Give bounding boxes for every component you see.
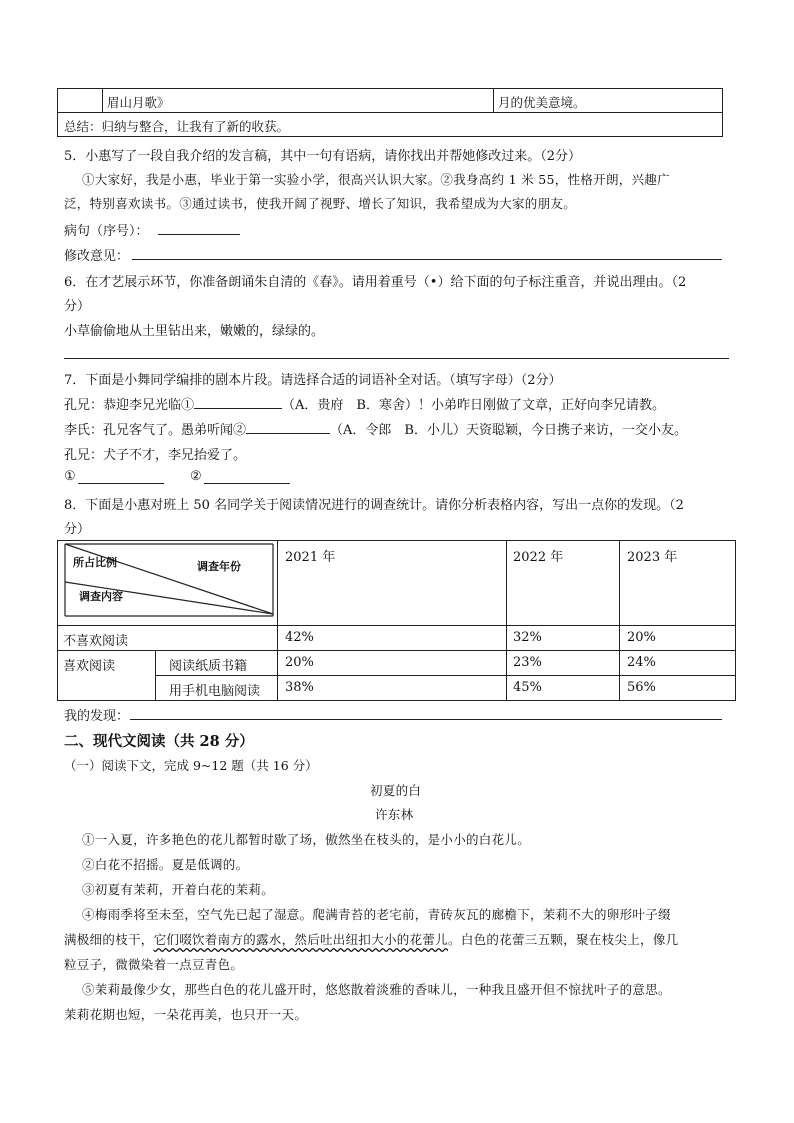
q8-survey-table [57, 540, 736, 701]
q8-row-dislike-label: 不喜欢阅读 [63, 634, 129, 649]
section2-subtitle: （一）阅读下文，完成 9~12 题（共 16 分） [64, 758, 318, 773]
article-para-1: ①一入夏，许多艳色的花儿都暂时歇了场，傲然坐在枝头的，是小小的白花儿。 [82, 832, 531, 847]
q7-line1 [64, 394, 665, 413]
q5-answer-line-advice[interactable] [132, 259, 722, 260]
q8-row-digital-2021: 38% [285, 680, 314, 695]
q8-row-like-label: 喜欢阅读 [63, 659, 116, 674]
article-para-4-line2 [64, 930, 678, 948]
article-para-4-line3: 粒豆子，微微染着一点豆青色。 [64, 957, 244, 972]
article-para-4-line2-a: 满极细的枝干， [64, 932, 154, 947]
top-table-summary: 总结：归纳与整合，让我有了新的收获。 [58, 113, 723, 137]
q7-answer2-line[interactable] [204, 483, 290, 484]
q6-stem-line1: 6．在才艺展示环节，你准备朗诵朱自清的《春》。请用着重号（•）给下面的句子标注重音，并说出理由。（2 [64, 275, 687, 290]
article-para-4-underlined: 它们啜饮着南方的露水，然后吐出纽扣大小的花蕾儿 [153, 932, 449, 947]
q7-answer1-line[interactable] [78, 483, 164, 484]
q6-stem-line2: 分） [64, 299, 91, 314]
q8-finding-label: 我的发现： [64, 709, 130, 724]
q8-year-2021: 2021 年 [285, 550, 336, 565]
article-author: 许东林 [375, 807, 414, 822]
q7-line1-b: （A．贵府 B．寒舍）！小弟昨日刚做了文章，正好向李兄请教。 [282, 398, 665, 413]
q7-answer1-label: ① [64, 469, 76, 484]
q7-line2-b: （A．令郎 B．小儿）天资聪颖，今日携子来访，一交小友。 [330, 423, 687, 438]
q7-line2-a: 李氏：孔兄客气了。愚弟听闻② [64, 423, 247, 438]
q8-row-digital-2023: 56% [627, 680, 656, 695]
q7-line2 [64, 419, 687, 438]
q8-diag-mid: 调查年份 [197, 560, 241, 573]
q8-diag-top: 所占比例 [73, 556, 117, 569]
q7-line1-a: 孔兄：恭迎李兄光临① [64, 398, 195, 413]
q8-stem-line2: 分） [64, 522, 91, 537]
q5-label-sentence: 病句（序号）： [64, 224, 149, 239]
q8-row-paper-2021: 20% [285, 655, 314, 670]
q5-stem: 5．小惠写了一段自我介绍的发言稿，其中一句有语病，请你找出并帮她修改过来。（2分） [64, 149, 582, 164]
q8-year-2022: 2022 年 [513, 550, 564, 565]
top-table [57, 88, 723, 137]
q7-blank2[interactable] [246, 422, 330, 434]
q8-row-paper-2022: 23% [513, 655, 542, 670]
q5-passage-line2: 泛，特别喜欢读书。③通过读书，使我开阔了视野、增长了知识，我希望成为大家的朋友。 [64, 196, 577, 211]
article-para-2: ②白花不招摇。夏是低调的。 [82, 857, 249, 872]
q7-line3: 孔兄：犬子不才，李兄抬爱了。 [64, 448, 247, 463]
article-para-5-line2: 茉莉花期也短，一朵花再美，也只开一天。 [64, 1007, 308, 1022]
q8-row-paper-2023: 24% [627, 655, 656, 670]
article-para-5-line1: ⑤茉莉最像少女，那些白色的花儿盛开时，悠悠散着淡雅的香味儿，一种我且盛开但不惊扰叶子的意思。 [82, 982, 671, 997]
q8-row-dislike-2021: 42% [285, 630, 314, 645]
q7-answer2-label: ② [190, 469, 202, 484]
q7-stem: 7．下面是小舞同学编排的剧本片段。请选择合适的词语补全对话。（填写字母）（2分） [64, 373, 562, 388]
q8-row-dislike-2023: 20% [627, 630, 656, 645]
q8-row-digital-2022: 45% [513, 680, 542, 695]
q5-label-advice: 修改意见： [64, 249, 130, 264]
q8-year-2023: 2023 年 [627, 550, 678, 565]
article-para-4-line2-b: 。白色的花蕾三五颗，聚在枝尖上，像几 [448, 932, 679, 947]
q8-row-digital-label: 用手机电脑阅读 [169, 684, 261, 699]
section2-title: 二、现代文阅读（共 28 分） [64, 733, 254, 750]
q6-sentence: 小草偷偷地从土里钻出来，嫩嫩的，绿绿的。 [64, 324, 325, 339]
q5-answer-line-sentence[interactable] [158, 234, 240, 235]
q8-finding-line[interactable] [130, 719, 722, 720]
article-para-4-line1: ④梅雨季将至未至，空气先已起了湿意。爬满青苔的老宅前，青砖灰瓦的廊檐下，茉莉不大的卵形叶子缀 [82, 907, 671, 922]
top-table-cell-note: 月的优美意境。 [494, 89, 723, 113]
top-table-cell-empty [58, 89, 103, 113]
q8-row-paper-label: 阅读纸质书籍 [169, 659, 248, 674]
q8-row-dislike-2022: 32% [513, 630, 542, 645]
top-table-cell-title: 眉山月歌》 [103, 89, 494, 113]
article-title: 初夏的白 [370, 783, 422, 798]
q6-answer-line[interactable] [64, 358, 729, 359]
article-para-3: ③初夏有茉莉，开着白花的茉莉。 [82, 882, 275, 897]
q8-diag-bottom: 调查内容 [79, 590, 123, 603]
q7-blank1[interactable] [194, 397, 282, 409]
q5-passage-line1: ①大家好，我是小惠，毕业于第一实验小学，很高兴认识大家。②我身高约 1 米 55，性格开朗，兴趣广 [82, 172, 670, 187]
q8-stem-line1: 8．下面是小惠对班上 50 名同学关于阅读情况进行的调查统计。请你分析表格内容，写出一点你的发现。（2 [64, 498, 684, 513]
